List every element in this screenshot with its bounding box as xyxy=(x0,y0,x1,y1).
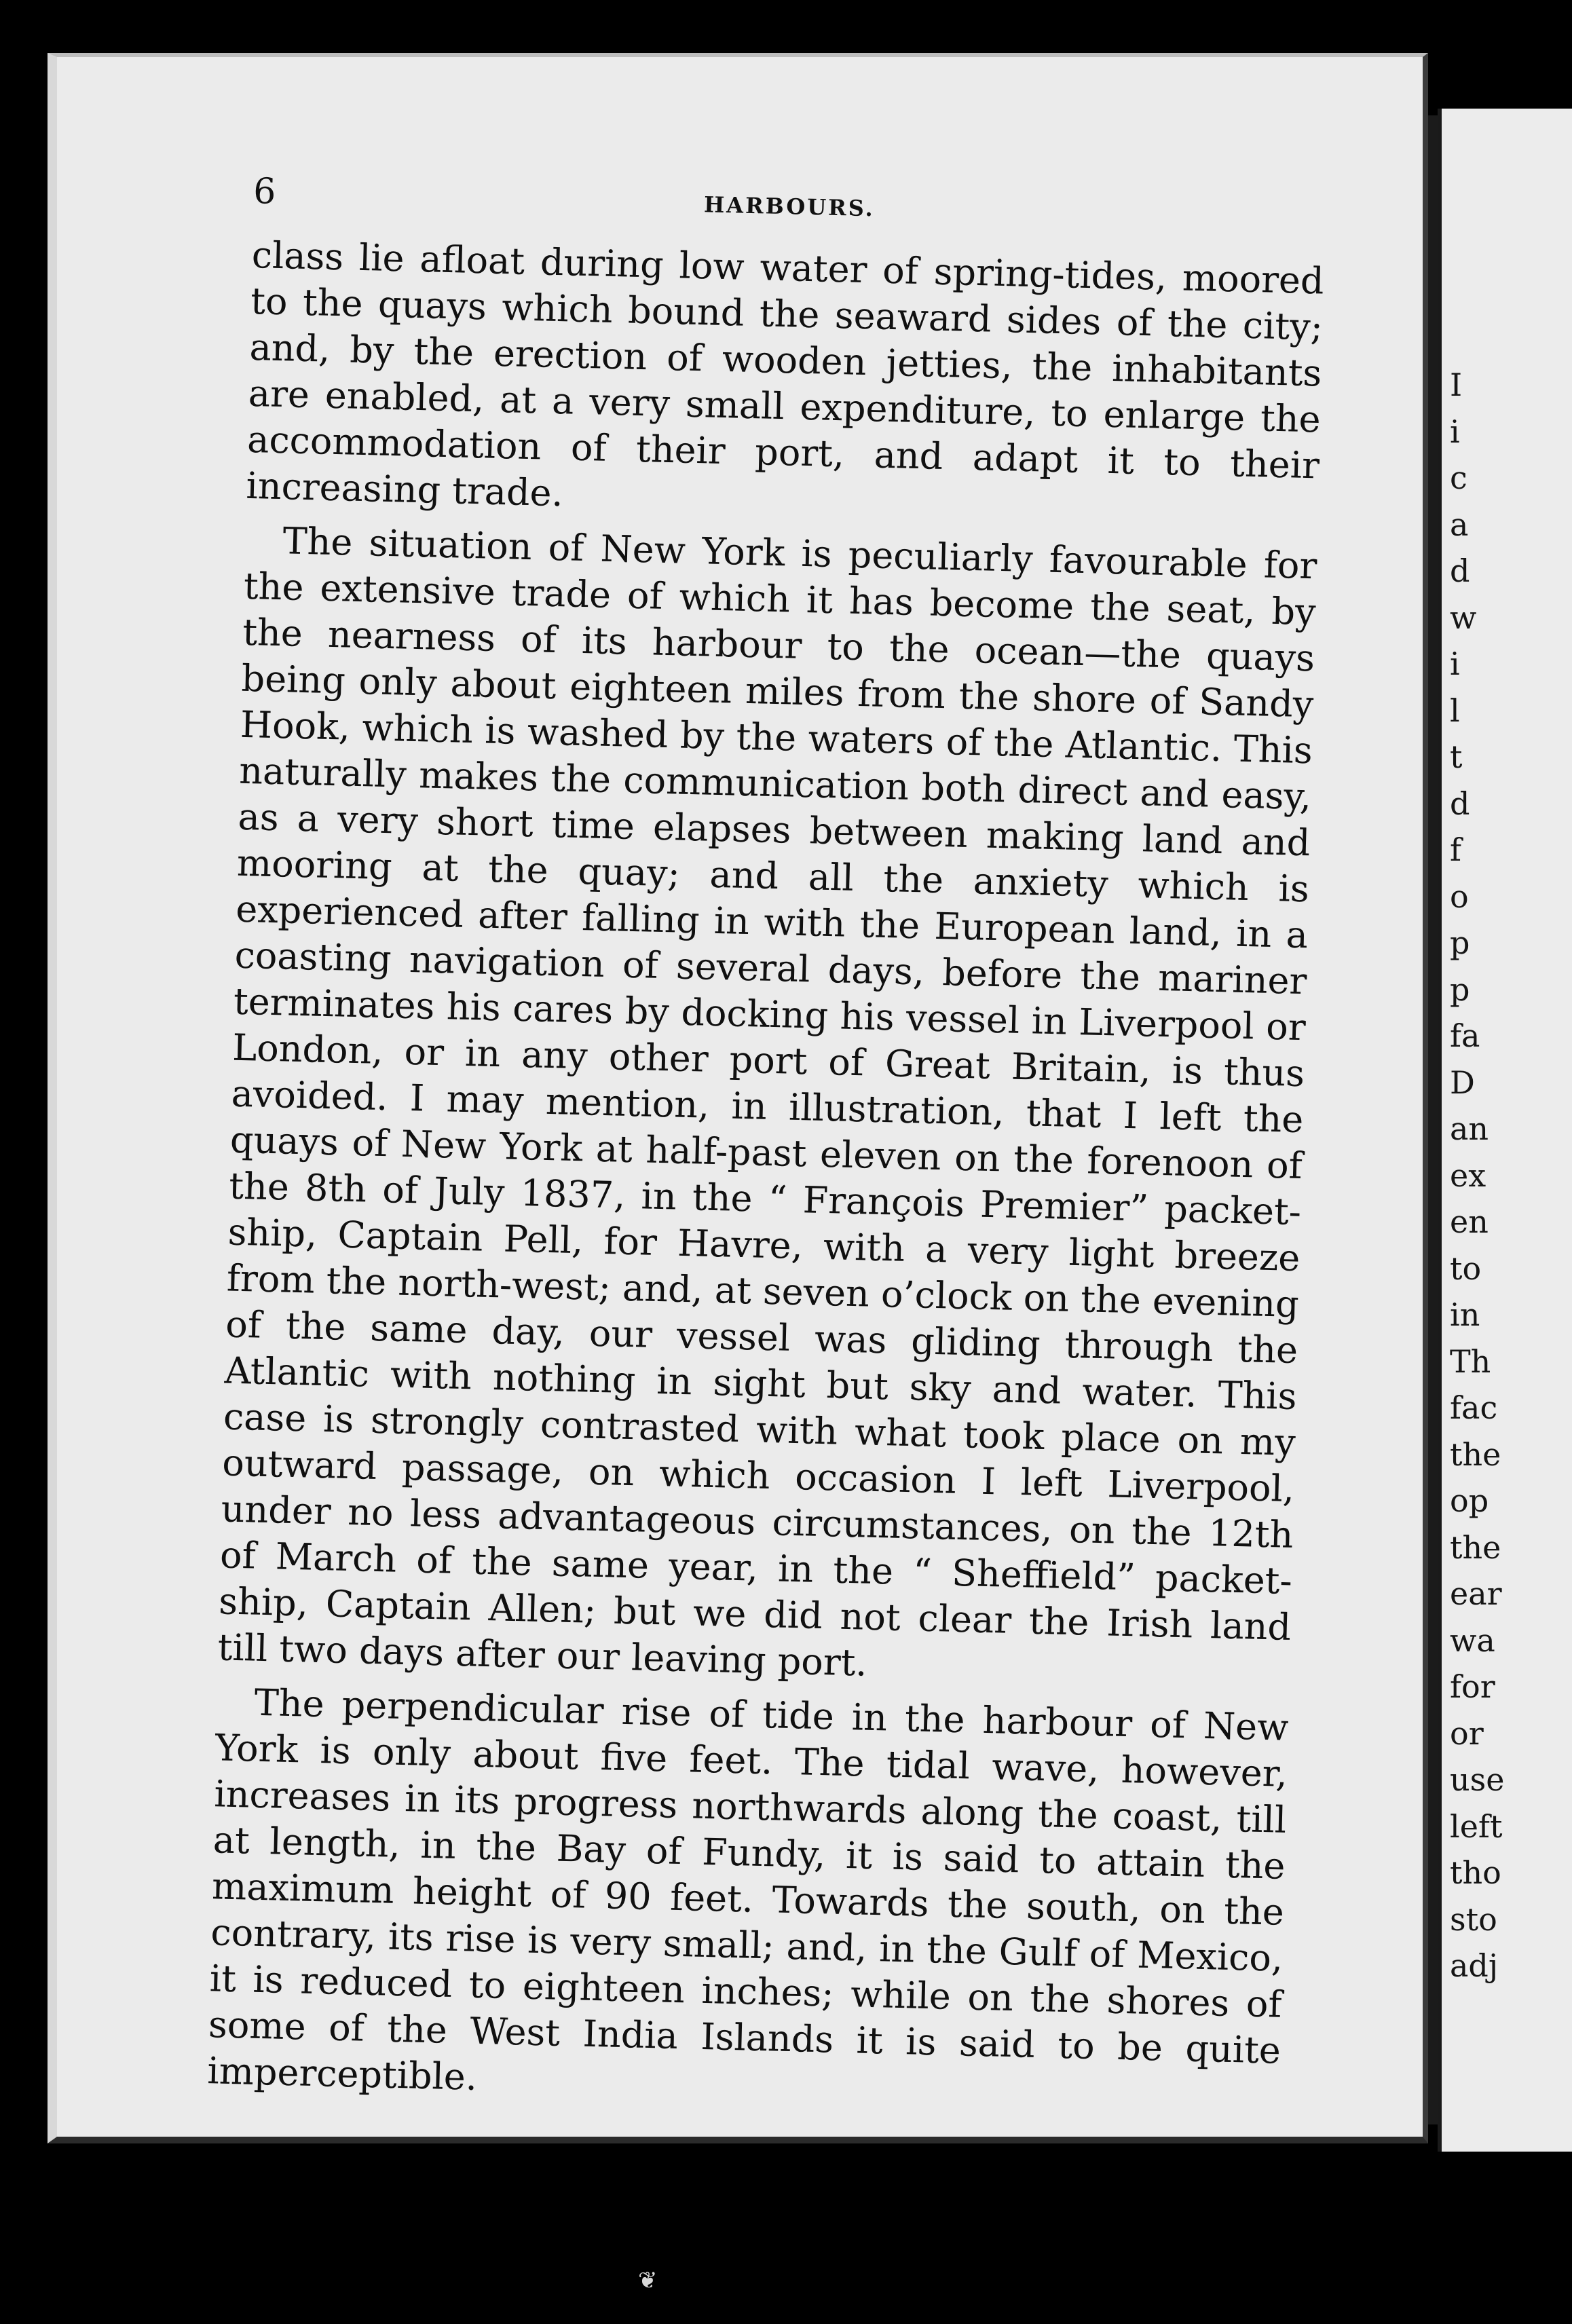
facing-page-line-fragment: l xyxy=(1450,692,1460,729)
facing-page-line-fragment: c xyxy=(1450,460,1467,496)
paragraph-2: The situation of New York is peculiarly favourable for the extensive trade of which it has become the seat, by the nearness of its harbour to the ocean—the quays being only about eighteen miles from the shore of Sandy Hook, which is washed by the waters of the Atlantic. This naturally makes the communication both direct and easy, as a very short time elapses between making land and mooring at the quay; and all the anxiety which is experienced after falling in with the European land, in a coasting navigation of several days, before the mariner terminates his cares by docking his vessel in Liverpool or London, or in any other port of Great Britain, is thus avoided. I may mention, in illustration, that I left the quays of New York at half-past eleven on the forenoon of the 8th of July 1837, in the “ François Premier” packet-ship, Captain Pell, for Havre, with a very light breeze from the north-west; and, at seven o’clock on the evening of the same day, our vessel was gliding through the Atlantic with nothing in sight but sky and water. This case is strongly contrasted with what took place on my outward passage, on which occasion I left Liverpool, under no less advantageous circumstances, on the 12th of March of the same year, in the “ Sheffield” packet-ship, Captain Allen; but we did not clear the Irish land till two days after our leaving port. xyxy=(217,519,1318,1685)
paper-scrap: ❦ xyxy=(638,2267,658,2294)
page-content xyxy=(206,171,1326,2099)
paragraph-3: The perpendicular rise of tide in the harbour of New York is only about five feet. The tidal wave, however, increases in its progress northwards along the coast, till at length, in the Bay of Fundy, it is said to attain the maximum height of 90 feet. Towards the south, on the contrary, its rise is very small; and, in the Gulf of Mexico, it is reduced to eighteen inches; while on the shores of some of the West India Islands it is said to be quite imperceptible. xyxy=(206,1681,1290,2099)
facing-page-line-fragment: i xyxy=(1450,645,1460,682)
facing-page-line-fragment: i xyxy=(1450,413,1460,450)
facing-page-edge xyxy=(1438,109,1572,2152)
facing-page-line-fragment: the xyxy=(1450,1436,1501,1473)
facing-page-line-fragment: an xyxy=(1450,1110,1489,1147)
facing-page-line-fragment: d xyxy=(1450,785,1470,822)
facing-page-line-fragment: ex xyxy=(1450,1157,1486,1194)
facing-page-line-fragment: p xyxy=(1450,924,1470,961)
facing-page-line-fragment: o xyxy=(1450,878,1469,915)
facing-page-line-fragment: use xyxy=(1450,1761,1505,1798)
paragraph-1: class lie afloat during low water of spring-tides, moored to the quays which bound the seaward sides of the city; and, by the erection of wooden jetties, the inhabitants are enabled, at a very small expenditure, to enlarge the accommodation of their port, and adapt it to their increasing trade. xyxy=(245,233,1325,515)
facing-page-line-fragment: fa xyxy=(1450,1017,1480,1054)
facing-page-line-fragment: p xyxy=(1450,971,1470,1008)
facing-page-line-fragment: for xyxy=(1450,1668,1495,1705)
book-page xyxy=(48,53,1428,2143)
facing-page-line-fragment: fac xyxy=(1450,1389,1498,1426)
facing-page-line-fragment: or xyxy=(1450,1714,1484,1752)
facing-page-line-fragment: adj xyxy=(1450,1947,1499,1984)
running-head: HARBOURS. xyxy=(703,191,876,222)
facing-page-line-fragment: the xyxy=(1450,1529,1501,1566)
facing-page-line-fragment: d xyxy=(1450,552,1470,589)
facing-page-line-fragment: to xyxy=(1450,1250,1482,1287)
facing-page-line-fragment: I xyxy=(1450,367,1463,403)
facing-page-line-fragment: in xyxy=(1450,1296,1480,1333)
facing-page-line-fragment: a xyxy=(1450,506,1469,543)
facing-page-line-fragment: wa xyxy=(1450,1622,1495,1659)
page-number: 6 xyxy=(252,171,277,212)
facing-page-line-fragment: ear xyxy=(1450,1575,1502,1612)
facing-page-line-fragment: t xyxy=(1450,738,1463,775)
facing-page-line-fragment: w xyxy=(1450,599,1477,636)
facing-page-line-fragment: left xyxy=(1450,1807,1503,1845)
facing-page-line-fragment: tho xyxy=(1450,1854,1501,1891)
facing-page-line-fragment: D xyxy=(1450,1064,1475,1101)
facing-page-line-fragment: Th xyxy=(1450,1343,1491,1380)
facing-page-line-fragment: f xyxy=(1450,831,1462,868)
facing-page-line-fragment: en xyxy=(1450,1203,1489,1240)
body-text xyxy=(207,232,1325,2120)
facing-page-line-fragment: op xyxy=(1450,1482,1489,1519)
facing-page-line-fragment: sto xyxy=(1450,1900,1497,1938)
